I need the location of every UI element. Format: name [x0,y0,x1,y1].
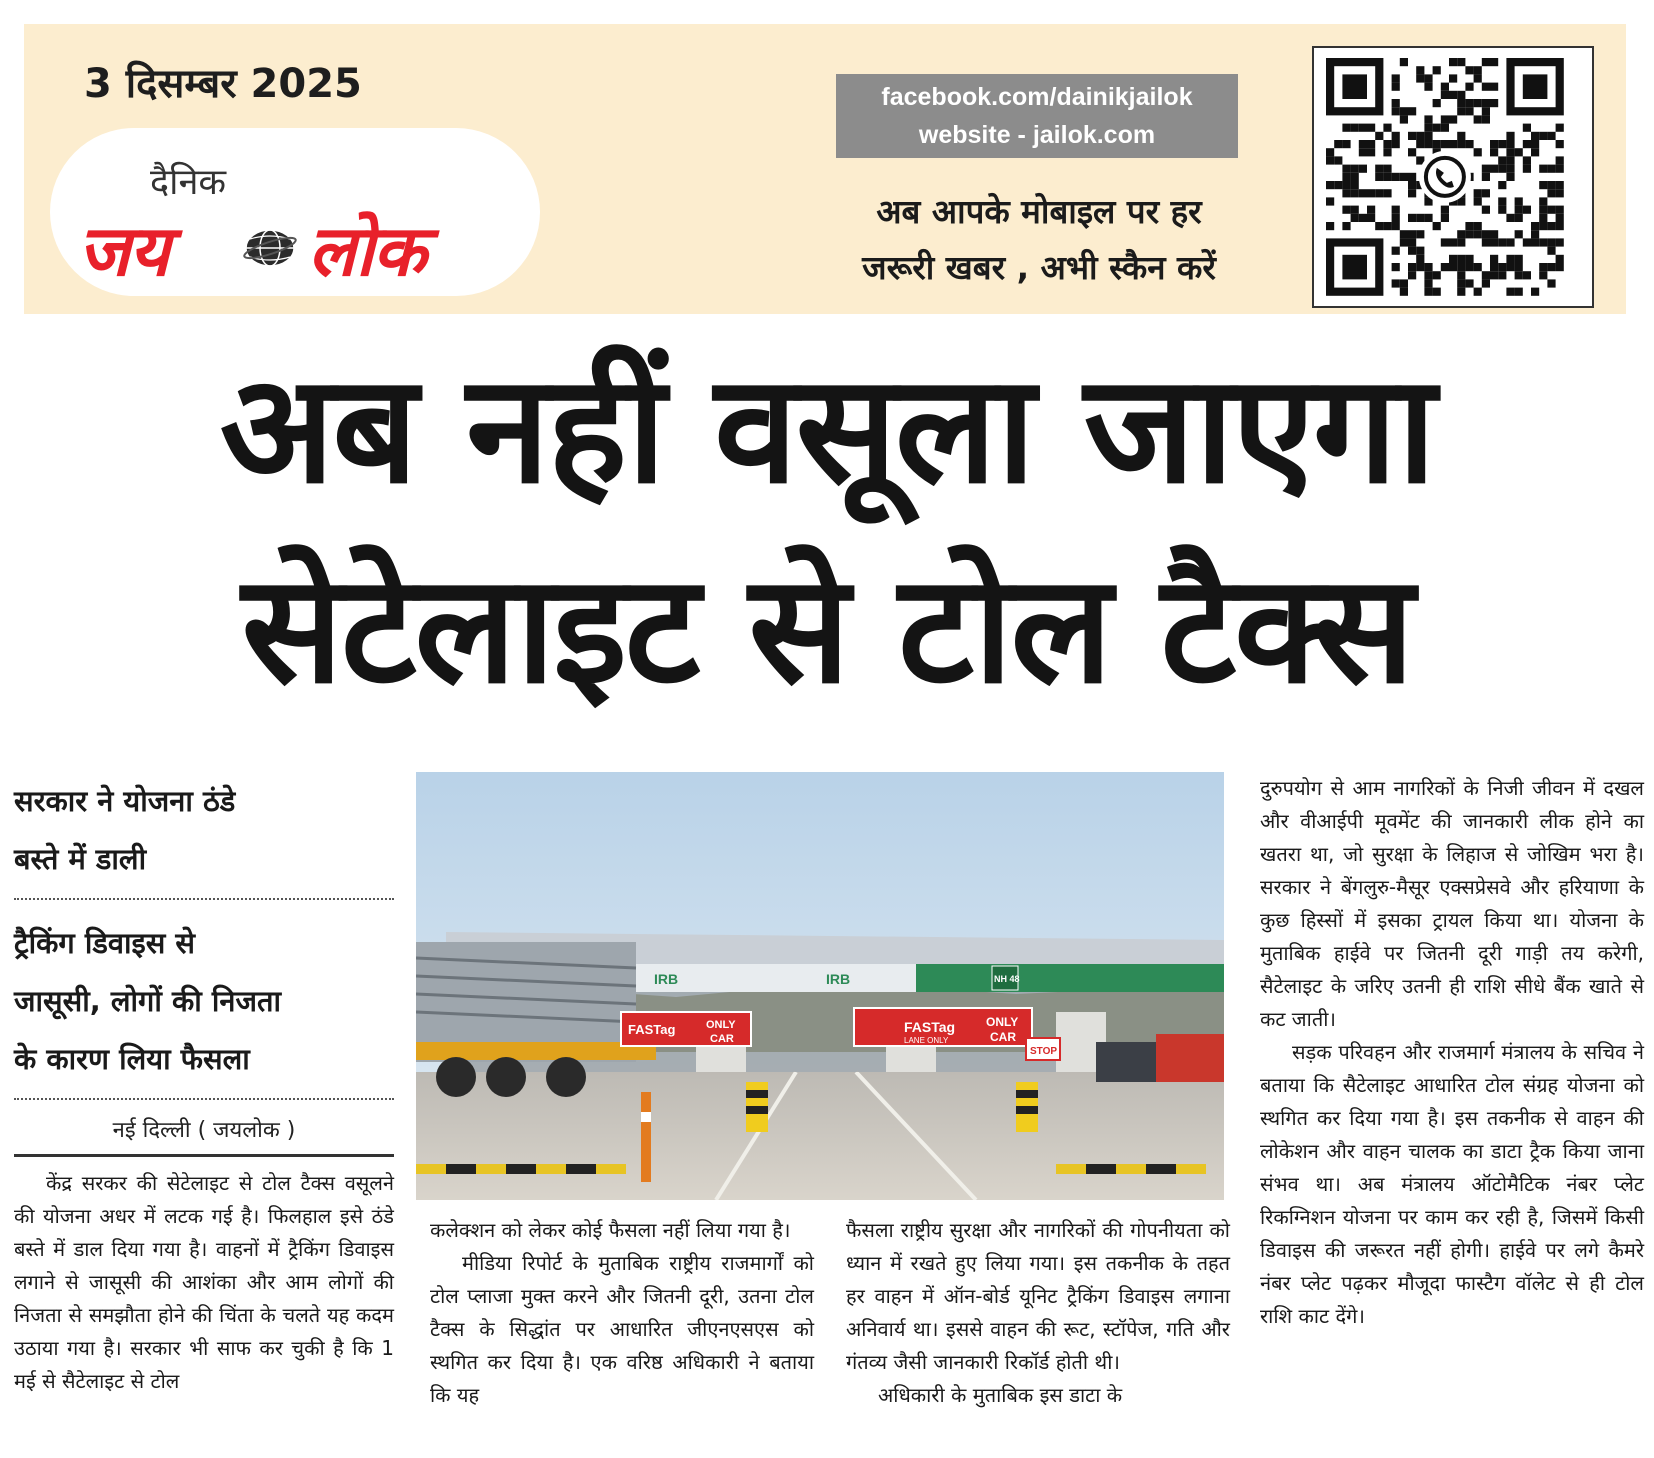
toll-plaza-photo [416,772,1224,1200]
article-body-col-4 [1260,772,1644,1333]
paragraph: मीडिया रिपोर्ट के मुताबिक राष्ट्रीय राजमार्गों को टोल प्लाजा मुक्त करने और जितनी दूरी, उतना टोल टैक्स के सिद्धांत पर आधारित जीएनएसएस को स्थगित कर दिया है। एक वरिष्ठ अधिकारी ने बताया कि यह [430,1251,814,1407]
svg-text:ONLY: ONLY [706,1019,736,1031]
solid-divider [14,1154,394,1157]
social-links-box [836,74,1238,158]
subheading-2-line-2: जासूसी, लोगों की निजता [14,984,282,1018]
svg-text:IRB: IRB [654,971,679,987]
headline-line-2: सेटेलाइट से टोल टैक्स [241,543,1413,717]
subheading-1 [14,772,394,888]
svg-text:CAR: CAR [990,1030,1016,1044]
scan-promo [824,184,1254,296]
masthead [24,24,1626,314]
facebook-link[interactable]: facebook.com/dainikjailok [881,83,1193,111]
promo-line-1: अब आपके मोबाइल पर हर [876,192,1202,231]
svg-text:ONLY: ONLY [986,1015,1019,1029]
logo-jay-text: जय [78,210,169,292]
dotted-divider [14,898,394,900]
subheading-2 [14,914,394,1088]
newspaper-logo [50,128,540,296]
promo-line-2: जरूरी खबर , अभी स्कैन करें [862,248,1216,287]
toll-plaza-image [416,772,1224,1200]
logo-lok-text: लोक [308,210,426,292]
article-body-col-1 [14,1167,394,1398]
website-link[interactable]: website - jailok.com [918,121,1156,149]
dotted-divider [14,1098,394,1100]
paragraph: फैसला राष्ट्रीय सुरक्षा और नागरिकों की गोपनीयता को ध्यान में रखते हुए लिया गया। इस तकनीक के तहत हर वाहन में ऑन-बोर्ड यूनिट ट्रैकिंग डिवाइस लगाना अनिवार्य था। इससे वाहन की रूट, स्टॉपेज, गति और गंतव्य जैसी जानकारी रिकॉर्ड होती थी। [846,1218,1230,1374]
article-body-col-3 [846,1214,1230,1412]
paragraph: दुरुपयोग से आम नागरिकों के निजी जीवन में दखल और वीआईपी मूवमेंट की जानकारी लीक होने का खतरा था, जो सुरक्षा के लिहाज से जोखिम भरा है। सरकार ने बेंगलुरु-मैसूर एक्सप्रेसवे और हरियाणा के कुछ हिस्सों में इसका ट्रायल किया था। योजना के मुताबिक हाईवे पर जितनी दूरी गाड़ी तय करेगी, सैटेलाइट के जरिए उतनी ही राशि सीधे बैंक खाते से कट जाती। [1260,776,1644,1031]
logo-dainik-text: दैनिक [150,162,227,203]
qr-code[interactable] [1312,46,1594,308]
headline-line-1: अब नहीं वसूला जाएगा [219,343,1435,517]
subheading-2-line-3: के कारण लिया फैसला [14,1042,250,1076]
subheading-2-line-1: ट्रैकिंग डिवाइस से [14,926,196,960]
qr-code-icon [1326,58,1580,296]
subheading-1-line-1: सरकार ने योजना ठंडे [14,784,236,818]
svg-text:FASTag: FASTag [904,1019,956,1035]
dateline: नई दिल्ली ( जयलोक ) [112,1118,296,1143]
paragraph: अधिकारी के मुताबिक इस डाटा के [878,1383,1123,1407]
paragraph: कलेक्शन को लेकर कोई फैसला नहीं लिया गया है। [430,1218,791,1242]
article-body-col-2 [430,1214,814,1412]
globe-icon [242,218,298,274]
svg-text:FASTag: FASTag [628,1022,676,1037]
paragraph: सड़क परिवहन और राजमार्ग मंत्रालय के सचिव ने बताया कि सैटेलाइट आधारित टोल संग्रह योजना को स्थगित कर दिया गया है। इस तकनीक से वाहन की लोकेशन और वाहन चालक का डाटा ट्रैक किया जाना संभव था। अब मंत्रालय ऑटोमैटिक नंबर प्लेट रिकग्निशन योजना पर काम कर रही है, जिसमें किसी डिवाइस की जरूरत नहीं होगी। हाईवे पर लगे कैमरे नंबर प्लेट पढ़कर मौजूदा फास्टैग वॉलेट से ही टोल राशि काट देंगे। [1260,1040,1644,1328]
subheading-1-line-2: बस्ते में डाली [14,842,147,876]
svg-text:STOP: STOP [1030,1046,1058,1057]
svg-text:IRB: IRB [826,971,851,987]
main-headline [22,330,1632,730]
paragraph: केंद्र सरकर की सेटेलाइट से टोल टैक्स वसूलने की योजना अधर में लटक गई है। फिलहाल इसे ठंडे बस्ते में डाल दिया गया है। वाहनों में ट्रैकिंग डिवाइस लगाने से जासूसी की आशंका और आम लोगों की निजता से समझौता होने की चिंता के चलते यह कदम उठाया गया है। सरकार भी साफ कर चुकी है कि 1 मई से सैटेलाइट से टोल [14,1171,394,1393]
svg-text:CAR: CAR [710,1033,734,1045]
svg-text:NH 48: NH 48 [994,974,1020,984]
svg-text:LANE ONLY: LANE ONLY [904,1036,949,1045]
issue-date: 3 दिसम्बर 2025 [84,61,362,107]
left-column [14,772,394,1398]
